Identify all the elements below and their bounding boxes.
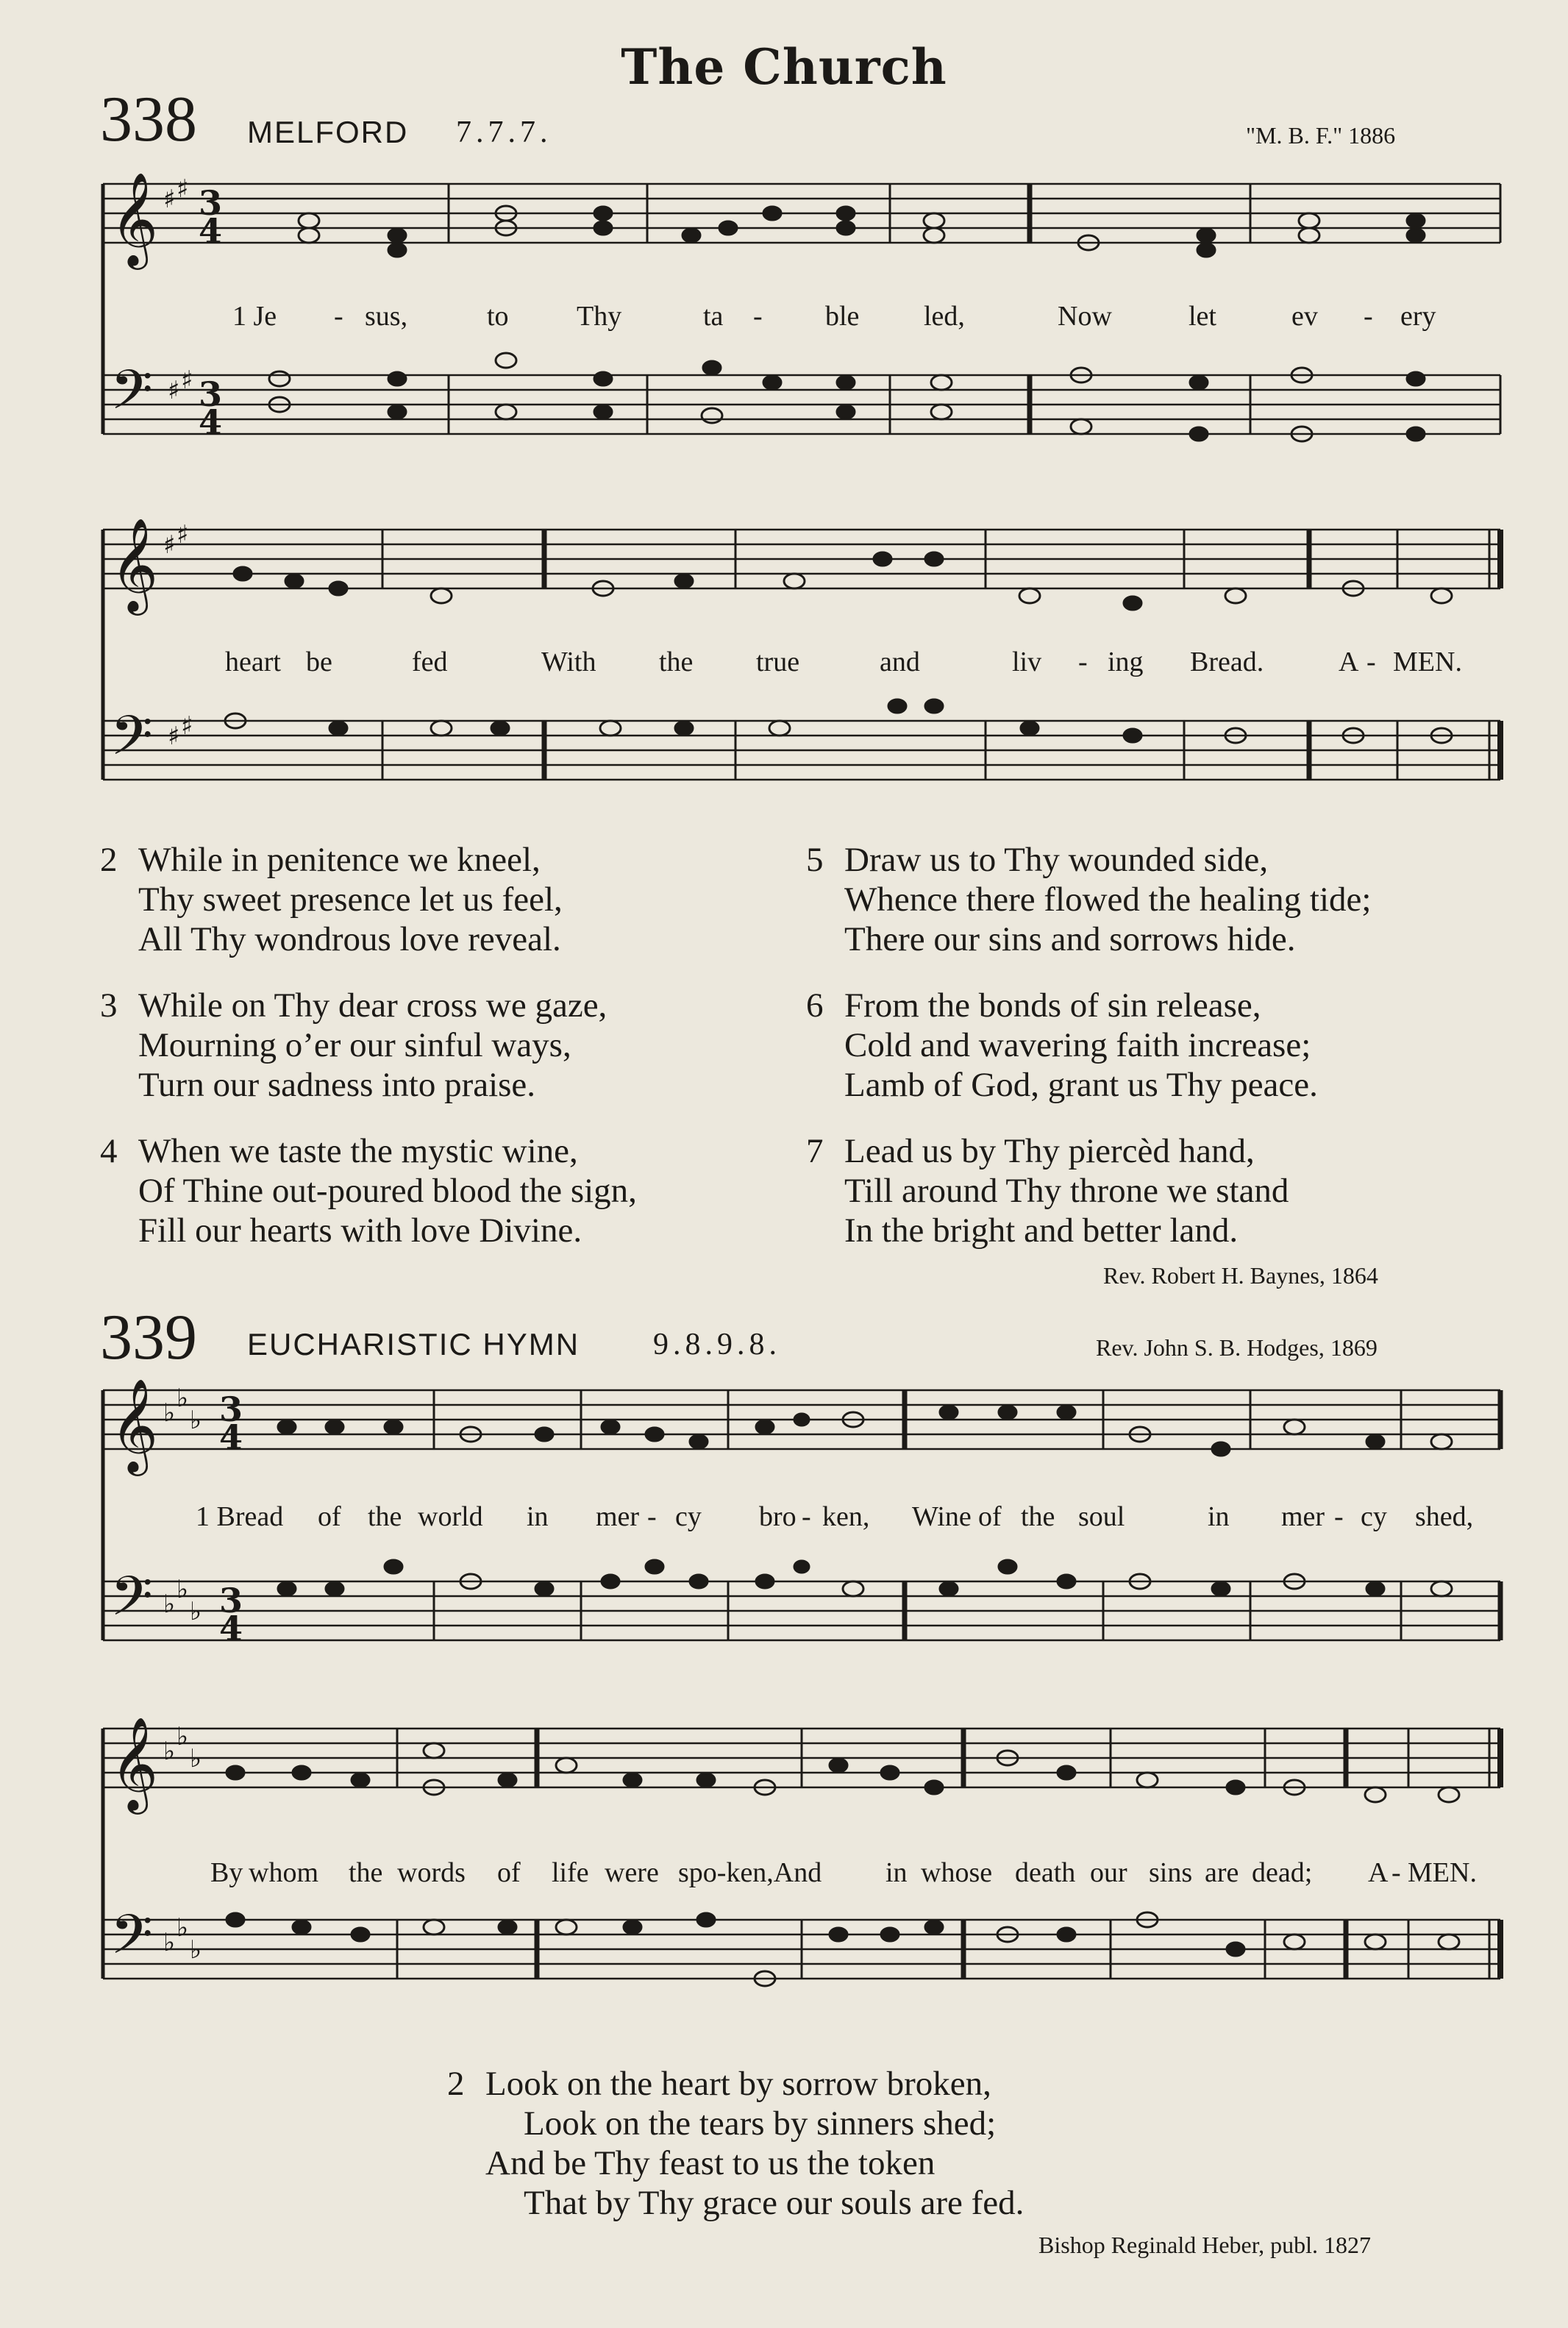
verse-line: Draw us to Thy wounded side, xyxy=(844,841,1269,879)
syllable: cy xyxy=(1361,1501,1387,1532)
verse-line: Look on the tears by sinners shed; xyxy=(524,2104,997,2143)
verse-line: Look on the heart by sorrow broken, xyxy=(485,2065,991,2103)
svg-text:♭: ♭ xyxy=(163,1590,176,1619)
verse-line: Thy sweet presence let us feel, xyxy=(138,880,563,919)
verse-line: Lead us by Thy piercèd hand, xyxy=(844,1132,1255,1170)
svg-text:3: 3 xyxy=(219,1581,243,1620)
svg-text:♭: ♭ xyxy=(190,1744,202,1773)
composer-credit: Rev. John S. B. Hodges, 1869 xyxy=(1096,1334,1378,1361)
syllable: Now xyxy=(1058,301,1112,332)
syllable: heart xyxy=(225,647,281,677)
syllable: of xyxy=(978,1501,1002,1532)
syllable: A xyxy=(1339,647,1359,677)
svg-text:3: 3 xyxy=(219,1389,243,1429)
syllable: life xyxy=(552,1857,589,1888)
syllable: ken, xyxy=(822,1501,870,1532)
svg-text:♭: ♭ xyxy=(177,1722,189,1751)
verse-line: All Thy wondrous love reveal. xyxy=(138,920,561,958)
syllable: spo-ken,And xyxy=(678,1857,822,1888)
verse-number: 2 xyxy=(100,841,118,879)
syllable: Bread. xyxy=(1190,647,1264,677)
verse-number: 3 xyxy=(100,986,118,1025)
verse-line: Whence there flowed the healing tide; xyxy=(844,880,1372,919)
syllable: were xyxy=(605,1857,659,1888)
syllable: sus, xyxy=(365,301,408,332)
syllable: - xyxy=(1391,1857,1401,1888)
page-title: The Church xyxy=(621,38,947,96)
verse-line: Turn our sadness into praise. xyxy=(138,1066,536,1104)
svg-text:3: 3 xyxy=(199,183,223,223)
tune-name: MELFORD xyxy=(247,115,409,149)
syllable: A xyxy=(1368,1857,1389,1888)
verse-2 xyxy=(100,840,637,959)
syllable: - xyxy=(753,301,763,332)
verse-5 xyxy=(806,840,1371,959)
svg-text:♯: ♯ xyxy=(177,174,189,204)
verse-line: In the bright and better land. xyxy=(844,1211,1239,1250)
syllable: - xyxy=(1364,301,1373,332)
syllable: are xyxy=(1205,1857,1239,1888)
verse-line: Mourning o’er our sinful ways, xyxy=(138,1026,571,1064)
verse-number: 7 xyxy=(806,1132,824,1170)
syllable: of xyxy=(318,1501,341,1532)
syllable: MEN. xyxy=(1393,647,1462,677)
syllable: By xyxy=(210,1857,243,1888)
svg-text:𝄢: 𝄢 xyxy=(110,704,153,781)
syllable: words xyxy=(397,1857,466,1888)
verse-line: And be Thy feast to us the token xyxy=(485,2144,936,2182)
svg-text:♭: ♭ xyxy=(163,1398,176,1428)
syllable: ble xyxy=(825,301,860,332)
svg-text:4: 4 xyxy=(199,211,223,251)
syllable: whose xyxy=(921,1857,993,1888)
syllable: - xyxy=(334,301,343,332)
svg-text:♯: ♯ xyxy=(163,530,176,560)
verse-line: Till around Thy throne we stand xyxy=(844,1172,1289,1210)
verse-line: Of Thine out-poured blood the sign, xyxy=(138,1172,637,1210)
verse-4 xyxy=(100,1131,637,1250)
svg-text:𝄞: 𝄞 xyxy=(110,517,159,611)
syllable: liv xyxy=(1012,647,1042,677)
svg-text:3: 3 xyxy=(199,374,223,414)
syllable: - xyxy=(647,1501,657,1532)
syllable: mer xyxy=(596,1501,640,1532)
verse-line: While on Thy dear cross we gaze, xyxy=(138,986,607,1025)
verse-line: From the bonds of sin release, xyxy=(844,986,1261,1025)
syllable: whom xyxy=(249,1857,318,1888)
svg-text:𝄢: 𝄢 xyxy=(110,1903,153,1980)
syllable: led, xyxy=(924,301,965,332)
syllable: - xyxy=(1366,647,1376,677)
svg-text:♭: ♭ xyxy=(177,1575,189,1604)
syllable: be xyxy=(306,647,332,677)
svg-text:𝄞: 𝄞 xyxy=(110,1716,159,1810)
bass-clef: 𝄢 xyxy=(110,358,153,435)
verses-left-338 xyxy=(100,840,637,1250)
meter: 9.8.9.8. xyxy=(653,1328,781,1361)
syllable: ta xyxy=(703,301,724,332)
syllable: to xyxy=(487,301,509,332)
svg-text:♯: ♯ xyxy=(181,366,193,395)
syllable: true xyxy=(756,647,800,677)
verses-right-338 xyxy=(806,840,1371,1250)
syllable: cy xyxy=(675,1501,702,1532)
syllable: in xyxy=(1208,1501,1230,1532)
syllable: the xyxy=(368,1501,402,1532)
syllable: ery xyxy=(1400,301,1436,332)
syllable: mer xyxy=(1281,1501,1325,1532)
bass-staff xyxy=(103,375,1500,434)
verse-number: 5 xyxy=(806,841,824,879)
svg-text:4: 4 xyxy=(219,1609,243,1648)
syllable: the xyxy=(1021,1501,1055,1532)
syllable: soul xyxy=(1078,1501,1125,1532)
verse-7 xyxy=(806,1131,1371,1250)
syllable: in xyxy=(527,1501,549,1532)
verse-2-339 xyxy=(447,2064,1024,2223)
svg-text:♭: ♭ xyxy=(190,1935,202,1965)
hymn-number: 339 xyxy=(100,1302,197,1373)
syllable: - xyxy=(1334,1501,1344,1532)
syllable: Thy xyxy=(577,301,622,332)
syllable: ev xyxy=(1291,301,1318,332)
syllable: ing xyxy=(1108,647,1144,677)
svg-text:♭: ♭ xyxy=(177,1913,189,1943)
treble-clef: 𝄞 xyxy=(110,171,159,266)
svg-text:♯: ♯ xyxy=(163,185,176,214)
svg-text:♭: ♭ xyxy=(163,1928,176,1957)
syllable: and xyxy=(880,647,920,677)
verse-3 xyxy=(100,986,637,1105)
syllable: sins xyxy=(1149,1857,1193,1888)
svg-text:♯: ♯ xyxy=(168,722,180,751)
syllable: With xyxy=(541,647,596,677)
syllable: world xyxy=(418,1501,483,1532)
syllable: let xyxy=(1189,301,1216,332)
syllable: bro xyxy=(759,1501,797,1532)
syllable: dead; xyxy=(1252,1857,1313,1888)
svg-text:4: 4 xyxy=(219,1417,243,1457)
svg-text:♯: ♯ xyxy=(177,520,189,549)
verse-number: 4 xyxy=(100,1132,118,1170)
syllable: the xyxy=(659,647,694,677)
svg-text:♭: ♭ xyxy=(177,1384,189,1413)
syllable: shed, xyxy=(1415,1501,1474,1532)
syllable: of xyxy=(497,1857,521,1888)
syllable: 1 Bread xyxy=(196,1501,284,1532)
composer-credit: "M. B. F." 1886 xyxy=(1246,122,1396,149)
verse-number: 2 xyxy=(447,2065,465,2103)
syllable: - xyxy=(802,1501,811,1532)
author-credit: Bishop Reginald Heber, publ. 1827 xyxy=(1038,2232,1371,2258)
syllable: our xyxy=(1090,1857,1127,1888)
verse-line: There our sins and sorrows hide. xyxy=(844,920,1296,958)
verse-line: Lamb of God, grant us Thy peace. xyxy=(844,1066,1318,1104)
svg-text:𝄢: 𝄢 xyxy=(110,1565,153,1642)
syllable: Wine xyxy=(912,1501,972,1532)
verse-line: Fill our hearts with love Divine. xyxy=(138,1211,582,1250)
svg-text:𝄞: 𝄞 xyxy=(110,1378,159,1472)
syllable: MEN. xyxy=(1408,1857,1477,1888)
syllable: the xyxy=(349,1857,383,1888)
svg-text:♭: ♭ xyxy=(190,1406,202,1435)
syllable: fed xyxy=(412,647,448,677)
svg-text:♯: ♯ xyxy=(181,711,193,741)
verse-line: When we taste the mystic wine, xyxy=(138,1132,578,1170)
syllable: death xyxy=(1015,1857,1076,1888)
tune-name: EUCHARISTIC HYMN xyxy=(247,1327,580,1361)
syllable: - xyxy=(1078,647,1088,677)
verse-line: Cold and wavering faith increase; xyxy=(844,1026,1311,1064)
meter: 7.7.7. xyxy=(456,115,552,149)
hymn-number: 338 xyxy=(100,84,197,155)
syllable: 1 Je xyxy=(232,301,277,332)
svg-text:♯: ♯ xyxy=(168,376,180,405)
verse-6 xyxy=(806,986,1371,1105)
svg-text:♭: ♭ xyxy=(190,1597,202,1626)
verse-line: That by Thy grace our souls are fed. xyxy=(524,2184,1024,2222)
author-credit: Rev. Robert H. Baynes, 1864 xyxy=(1103,1262,1378,1289)
svg-text:4: 4 xyxy=(199,402,223,442)
verse-number: 6 xyxy=(806,986,824,1025)
svg-text:♭: ♭ xyxy=(163,1737,176,1766)
syllable: in xyxy=(885,1857,908,1888)
verse-line: While in penitence we kneel, xyxy=(138,841,541,879)
